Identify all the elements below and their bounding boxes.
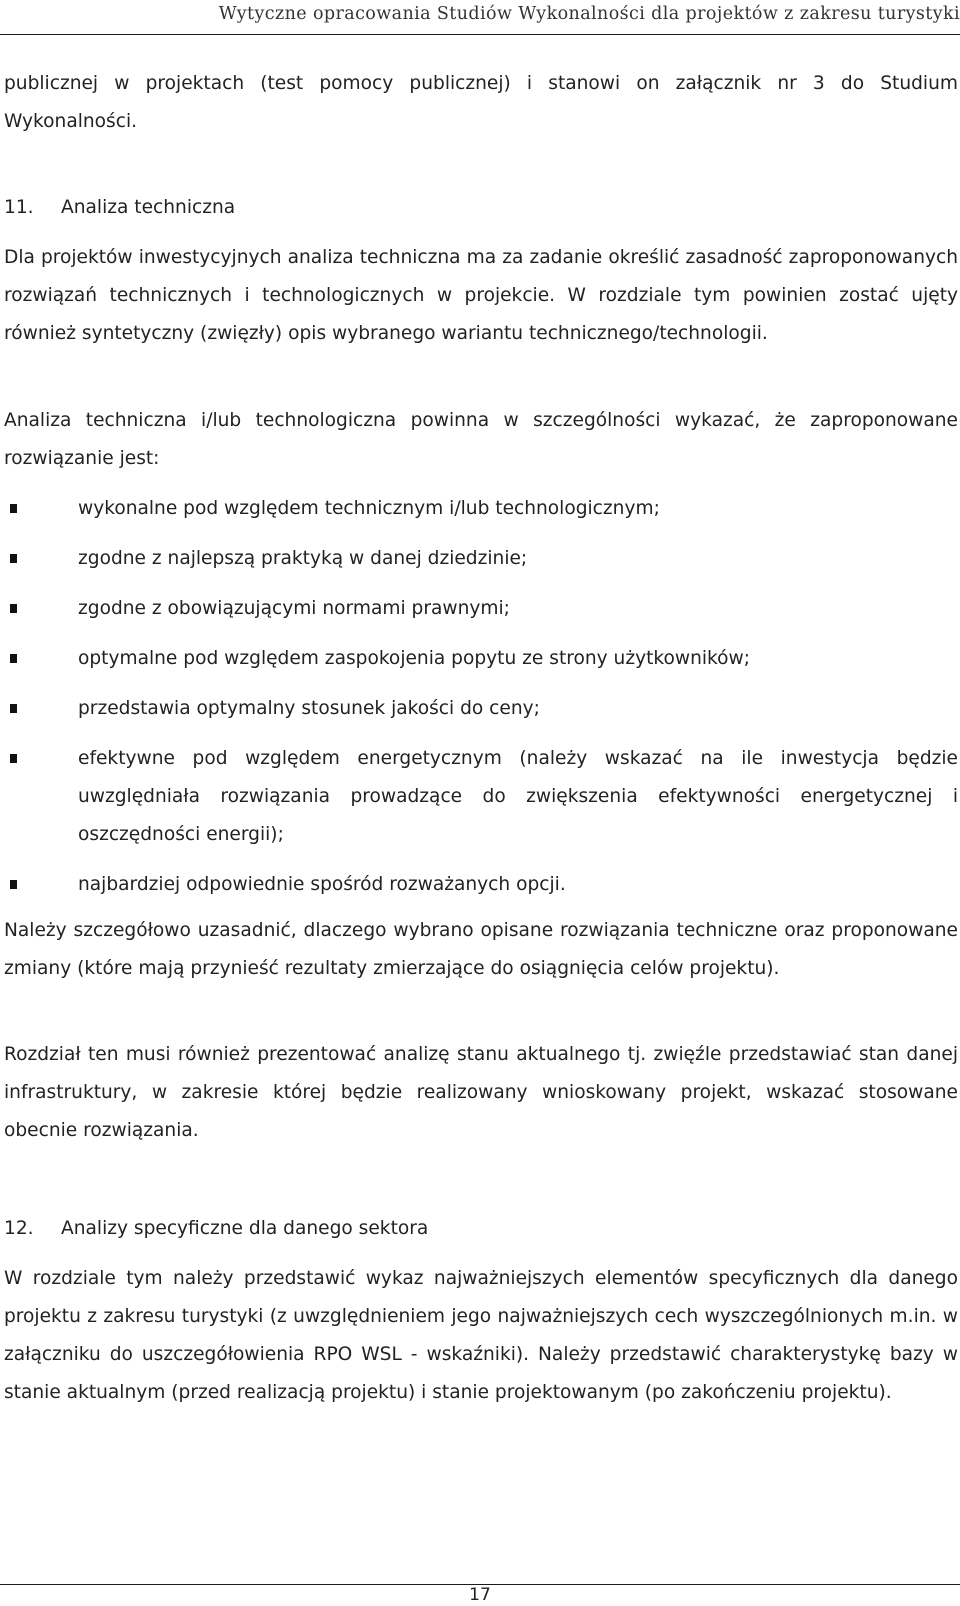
section-11-number: 11. (4, 197, 34, 218)
square-bullet-icon (10, 554, 17, 563)
page-header (0, 0, 960, 35)
list-item (4, 590, 958, 628)
list-item-text: optymalne pod względem zaspokojenia popytu ze strony użytkowników; (78, 648, 750, 669)
list-item-text: wykonalne pod względem technicznym i/lub technologicznym; (78, 498, 660, 519)
list-item (4, 640, 958, 678)
list-item-text: efektywne pod względem energetycznym (należy wskazać na ile inwestycja będzie uwzględniała rozwiązania prowadzące do zwiększenia efektywności energetycznej i oszczędności energii); (78, 748, 958, 845)
page-footer (0, 1584, 960, 1606)
section-11-paragraph-3: Należy szczegółowo uzasadnić, dlaczego wybrano opisane rozwiązania techniczne oraz proponowane zmiany (które mają przynieść rezultaty zmierzające do osiągnięcia celów projektu). (4, 920, 958, 979)
header-title: Wytyczne opracowania Studiów Wykonalności dla projektów z zakresu turystyki (218, 4, 960, 24)
section-11-paragraph-2: Analiza techniczna i/lub technologiczna powinna w szczególności wykazać, że zaproponowane rozwiązanie jest: (4, 410, 958, 469)
section-12-number: 12. (4, 1218, 34, 1239)
list-item (4, 690, 958, 728)
list-item-text: przedstawia optymalny stosunek jakości do ceny; (78, 698, 540, 719)
page-number: 17 (469, 1585, 491, 1605)
list-item-text: zgodne z obowiązującymi normami prawnymi; (78, 598, 510, 619)
section-11-paragraph-1: Dla projektów inwestycyjnych analiza techniczna ma za zadanie określić zasadność zaproponowanych rozwiązań technicznych i technologicznych w projekcie. W rozdziale tym powinien zostać ujęty również syntetyczny (zwięzły) opis wybranego wariantu technicznego/technologii. (4, 247, 958, 344)
list-item-text: najbardziej odpowiednie spośród rozważanych opcji. (78, 874, 566, 895)
square-bullet-icon (10, 704, 17, 713)
list-item (4, 740, 958, 854)
square-bullet-icon (10, 504, 17, 513)
square-bullet-icon (10, 654, 17, 663)
requirements-list (4, 490, 958, 904)
list-item (4, 540, 958, 578)
section-11-title: Analiza techniczna (61, 197, 236, 218)
list-item (4, 490, 958, 528)
list-item (4, 866, 958, 904)
section-11-paragraph-4: Rozdział ten musi również prezentować analizę stanu aktualnego tj. zwięźle przedstawiać stan danej infrastruktury, w zakresie której będzie realizowany wnioskowany projekt, wskazać stosowane obecnie rozwiązania. (4, 1044, 958, 1141)
section-12-paragraph-1: W rozdziale tym należy przedstawić wykaz najważniejszych elementów specyficznych dla danego projektu z zakresu turystyki (z uwzględnieniem jego najważniejszych cech wyszczególnionych m.in. w załączniku do uszczegółowienia RPO WSL - wskaźniki). Należy przedstawić charakterystykę bazy w stanie aktualnym (przed realizacją projektu) i stanie projektowanym (po zakończeniu projektu). (4, 1268, 958, 1403)
section-11-heading (4, 189, 958, 227)
section-12-heading (4, 1210, 958, 1248)
square-bullet-icon (10, 604, 17, 613)
square-bullet-icon (10, 754, 17, 763)
square-bullet-icon (10, 880, 17, 889)
list-item-text: zgodne z najlepszą praktyką w danej dziedzinie; (78, 548, 528, 569)
intro-paragraph: publicznej w projektach (test pomocy publicznej) i stanowi on załącznik nr 3 do Studium Wykonalności. (4, 73, 958, 132)
section-12-title: Analizy specyficzne dla danego sektora (61, 1218, 429, 1239)
